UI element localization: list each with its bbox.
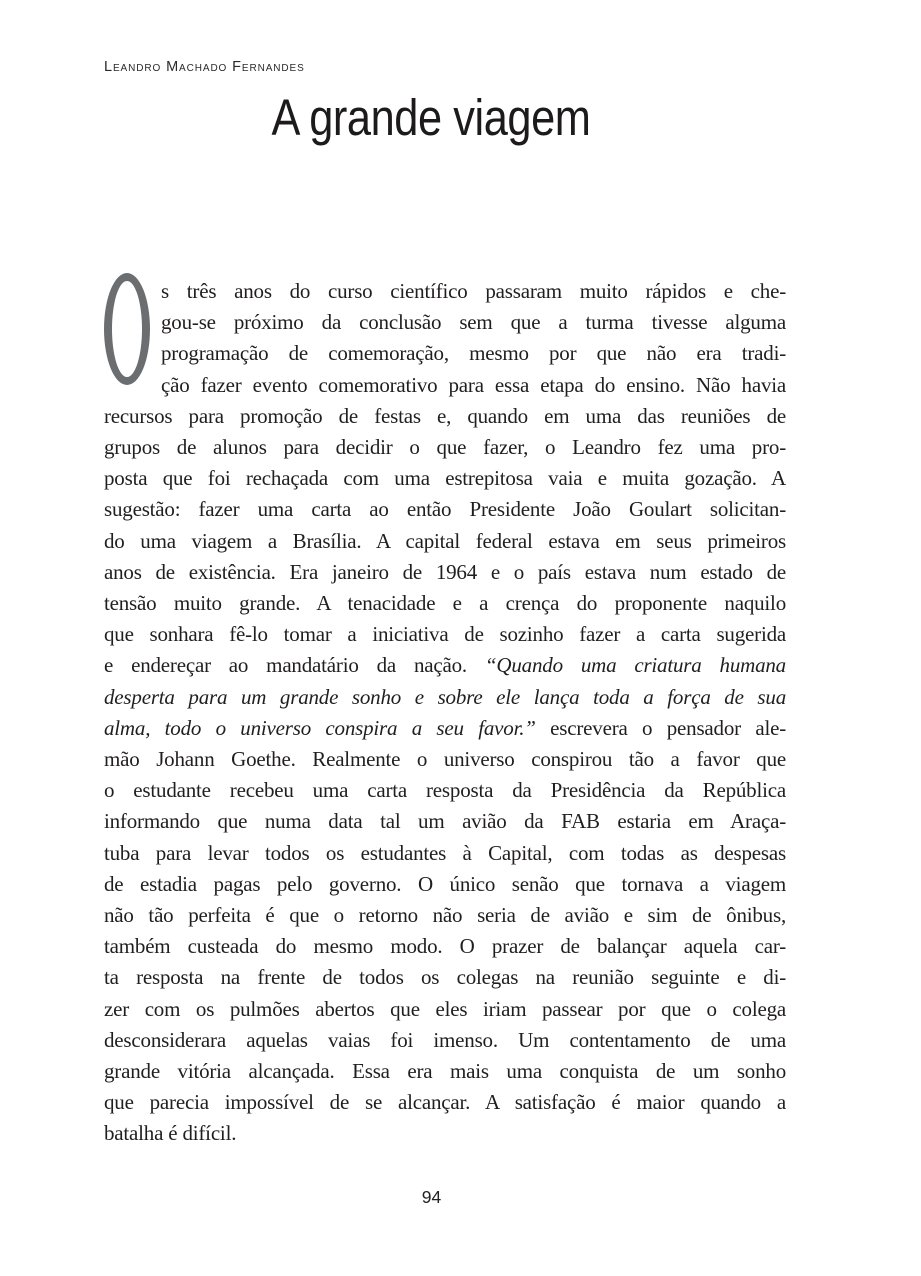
text-segment: que sonhara fê-lo tomar a iniciativa de sozinho fazer a carta sugerida	[104, 622, 786, 647]
body-line	[104, 744, 786, 775]
body-line	[104, 307, 786, 338]
page-number: 94	[421, 1187, 442, 1207]
text-segment: grupos de alunos para decidir o que fazer, o Leandro fez uma pro-	[104, 435, 786, 460]
body-line	[104, 806, 786, 837]
text-segment: tuba para levar todos os estudantes à Capital, com todas as despesas	[104, 840, 786, 865]
body-line	[104, 463, 786, 494]
text-segment: zer com os pulmões abertos que eles iriam passear por que o colega	[104, 996, 786, 1021]
drop-cap-text	[104, 276, 105, 277]
text-segment: escrevera o pensador ale-	[535, 715, 786, 740]
body-line	[104, 557, 786, 588]
text-segment: que parecia impossível de se alcançar. A satisfação é maior quando a	[104, 1090, 786, 1115]
body-line	[104, 838, 786, 869]
text-segment: s três anos do curso científico passaram muito rápidos e che-	[161, 279, 786, 303]
text-segment: o estudante recebeu uma carta resposta da Presidência da República	[104, 778, 786, 803]
body-line	[104, 775, 786, 806]
body-line	[104, 526, 786, 557]
body-line	[104, 1025, 786, 1056]
body-line	[104, 713, 786, 744]
body-line	[104, 1087, 786, 1118]
text-segment: grande vitória alcançada. Essa era mais uma conquista de um sonho	[104, 1059, 786, 1084]
quote-italic-segment: “Quando uma criatura humana	[484, 653, 786, 678]
quote-italic-segment: alma, todo o universo conspira a seu favor.”	[104, 715, 536, 740]
body-line	[104, 619, 786, 650]
text-segment: ção fazer evento comemorativo para essa etapa do ensino. Não havia	[161, 372, 786, 397]
body-line	[104, 900, 786, 931]
body-line	[104, 276, 786, 307]
body-text	[104, 276, 786, 1150]
text-segment: de estadia pagas pelo governo. O único senão que tornava a viagem	[104, 871, 786, 896]
text-segment: mão Johann Goethe. Realmente o universo conspirou tão a favor que	[104, 747, 786, 772]
drop-cap-letter-o	[104, 273, 150, 385]
body-line	[104, 931, 786, 962]
body-line	[104, 432, 786, 463]
text-segment: e endereçar ao mandatário da nação.	[104, 653, 485, 678]
text-segment: batalha é difícil.	[104, 1121, 237, 1146]
body-line	[104, 494, 786, 525]
text-segment: ta resposta na frente de todos os colegas na reunião seguinte e di-	[104, 965, 786, 990]
body-line	[104, 962, 786, 993]
text-segment: desconsiderara aquelas vaias foi imenso. Um contentamento de uma	[104, 1027, 786, 1052]
drop-cap	[104, 276, 161, 370]
text-segment: do uma viagem a Brasília. A capital federal estava em seus primeiros	[104, 528, 786, 553]
body-line	[104, 1118, 786, 1149]
text-segment: posta que foi rechaçada com uma estrepitosa vaia e muita gozação. A	[104, 466, 786, 491]
body-line	[104, 869, 786, 900]
running-header-author: Leandro Machado Fernandes	[104, 59, 305, 75]
body-line	[104, 1056, 786, 1087]
body-line	[104, 650, 786, 681]
text-segment: não tão perfeita é que o retorno não seria de avião e sim de ônibus,	[104, 903, 786, 928]
text-segment: também custeada do mesmo modo. O prazer de balançar aquela car-	[104, 934, 786, 959]
text-segment: anos de existência. Era janeiro de 1964 e o país estava num estado de	[104, 559, 786, 584]
text-segment: informando que numa data tal um avião da FAB estaria em Araça-	[104, 809, 786, 834]
body-line	[104, 994, 786, 1025]
body-line	[104, 682, 786, 713]
text-segment: gou-se próximo da conclusão sem que a turma tivesse alguma	[161, 310, 786, 335]
body-line	[104, 338, 786, 369]
text-segment: recursos para promoção de festas e, quando em uma das reuniões de	[104, 403, 786, 428]
body-line	[104, 401, 786, 432]
text-segment: tensão muito grande. A tenacidade e a crença do proponente naquilo	[104, 591, 786, 616]
text-segment: sugestão: fazer uma carta ao então Presidente João Goulart solicitan-	[104, 497, 786, 522]
body-line	[104, 588, 786, 619]
body-line	[104, 370, 786, 401]
text-segment: programação de comemoração, mesmo por que não era tradi-	[161, 341, 786, 366]
quote-italic-segment: desperta para um grande sonho e sobre ele lança toda a força de sua	[104, 684, 786, 709]
chapter-title: A grande viagem	[271, 89, 591, 146]
